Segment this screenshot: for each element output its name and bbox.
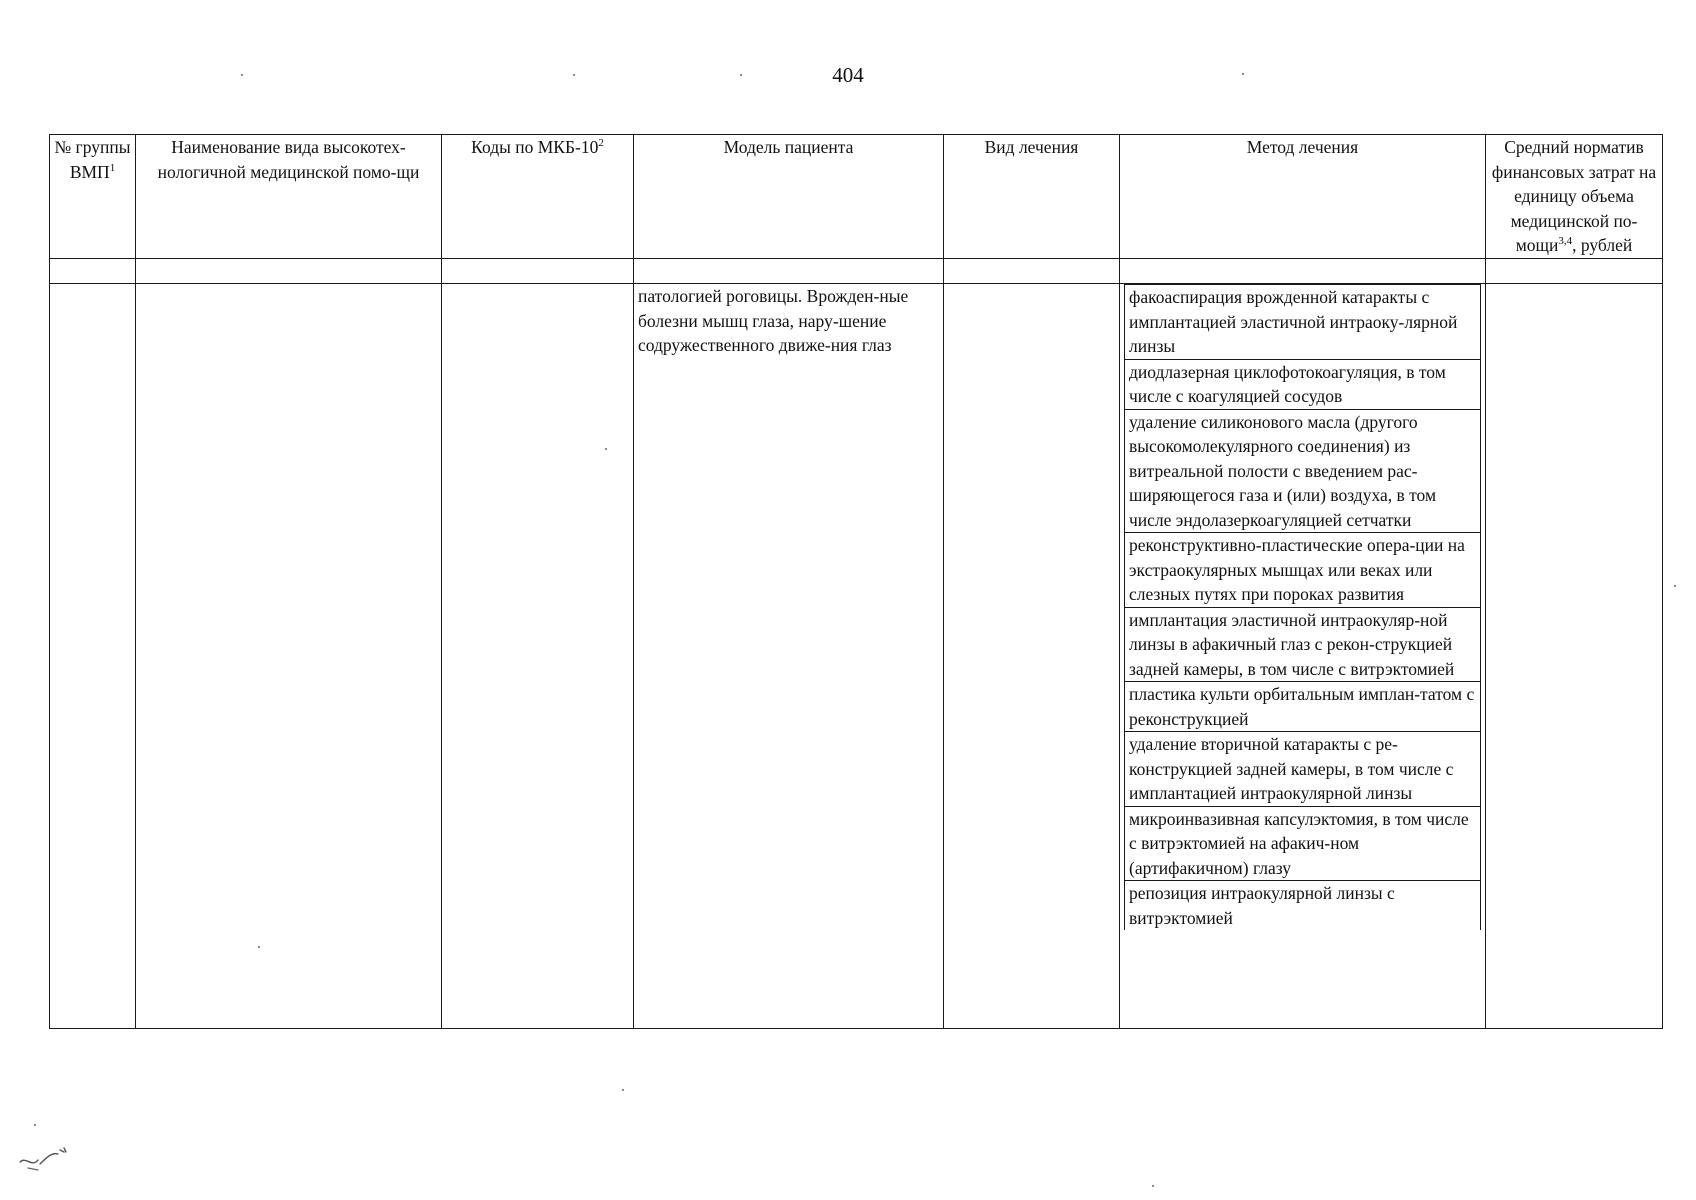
header-care-type-name-text: Наименование вида высокотех-нологичной медицинской помо-щи — [157, 137, 420, 182]
scan-speck — [740, 74, 742, 76]
header-patient-model-text: Модель пациента — [723, 137, 854, 157]
treatment-type-cell — [944, 284, 1120, 1029]
scan-speck — [241, 74, 243, 76]
footnote-ref: 1 — [109, 161, 116, 174]
scan-speck — [1674, 585, 1676, 587]
header-treatment-type — [944, 135, 1120, 259]
header-patient-model — [634, 135, 944, 259]
method-item: репозиция интраокулярной линзы с витрэктомией — [1125, 881, 1481, 931]
method-item: пластика культи орбитальным имплан-татом с реконструкцией — [1125, 682, 1481, 732]
header-cost-standard-text: Средний норматив финансовых затрат на единицу объема медицинской по-мощи — [1491, 137, 1657, 255]
care-type-name-cell — [136, 284, 442, 1029]
method-item: микроинвазивная капсулэктомия, в том числе с витрэктомией на афакич-ном (артифакичном) глазу — [1125, 806, 1481, 881]
empty-cell — [50, 259, 136, 284]
header-icd-codes — [442, 135, 634, 259]
vmp-table — [49, 134, 1663, 1029]
method-item: реконструктивно-пластические опера-ции на экстраокулярных мышцах или веках или слезных путях при пороках развития — [1125, 533, 1481, 608]
empty-cell — [442, 259, 634, 284]
footnote-ref: 2 — [598, 137, 604, 150]
treatment-method-cell — [1120, 284, 1486, 1029]
icd-codes-cell — [442, 284, 634, 1029]
empty-cell — [136, 259, 442, 284]
group-number-cell — [50, 284, 136, 1029]
header-icd-codes-text: Коды по МКБ-10 — [471, 137, 599, 157]
empty-cell — [634, 259, 944, 284]
scan-speck — [622, 1089, 624, 1091]
footnote-ref: 3,4 — [1558, 235, 1573, 248]
handwritten-mark-icon — [14, 1138, 74, 1174]
method-item: факоаспирация врожденной катаракты с имплантацией эластичной интраоку-лярной линзы — [1125, 285, 1481, 360]
patient-model-text: патологией роговицы. Врожден-ные болезни мышц глаза, нару-шение содружественного движе-ния глаз — [638, 286, 909, 355]
empty-cell — [944, 259, 1120, 284]
header-treatment-method — [1120, 135, 1486, 259]
patient-model-cell — [634, 284, 944, 1029]
method-item: удаление вторичной катаракты с ре-конструкцией задней камеры, в том числе с имплантацией интраокулярной линзы — [1125, 732, 1481, 807]
scan-speck — [1242, 73, 1244, 75]
header-group-number — [50, 135, 136, 259]
header-group-number-text: № группы ВМП — [54, 137, 131, 182]
header-care-type-name — [136, 135, 442, 259]
cost-standard-cell — [1486, 284, 1663, 1029]
page-number: 404 — [832, 63, 864, 87]
scan-speck — [1152, 1185, 1154, 1187]
header-treatment-type-text: Вид лечения — [984, 137, 1079, 157]
method-item: имплантация эластичной интраокуляр-ной линзы в афакичный глаз с рекон-струкцией задней камеры, в том числе с витрэктомией — [1125, 607, 1481, 682]
empty-cell — [1120, 259, 1486, 284]
scan-speck — [573, 74, 575, 76]
header-treatment-method-text: Метод лечения — [1246, 137, 1359, 157]
method-item: удаление силиконового масла (другого высокомолекулярного соединения) из витреальной полости с введением рас-ширяющегося газа и (или) воздуха, в том числе эндолазеркоагуляцией сетчатки — [1125, 409, 1481, 533]
method-item: диодлазерная циклофотокоагуляция, в том числе с коагуляцией сосудов — [1125, 359, 1481, 409]
numbering-row — [50, 259, 1663, 284]
empty-cell — [1486, 259, 1663, 284]
methods-list — [1124, 284, 1481, 930]
header-row — [50, 135, 1663, 259]
table-row — [50, 284, 1663, 1029]
scan-speck — [258, 946, 260, 948]
header-cost-standard — [1486, 135, 1663, 259]
header-cost-standard-suffix: , рублей — [1572, 235, 1633, 255]
scan-speck — [34, 1124, 36, 1126]
scan-speck — [605, 448, 607, 450]
